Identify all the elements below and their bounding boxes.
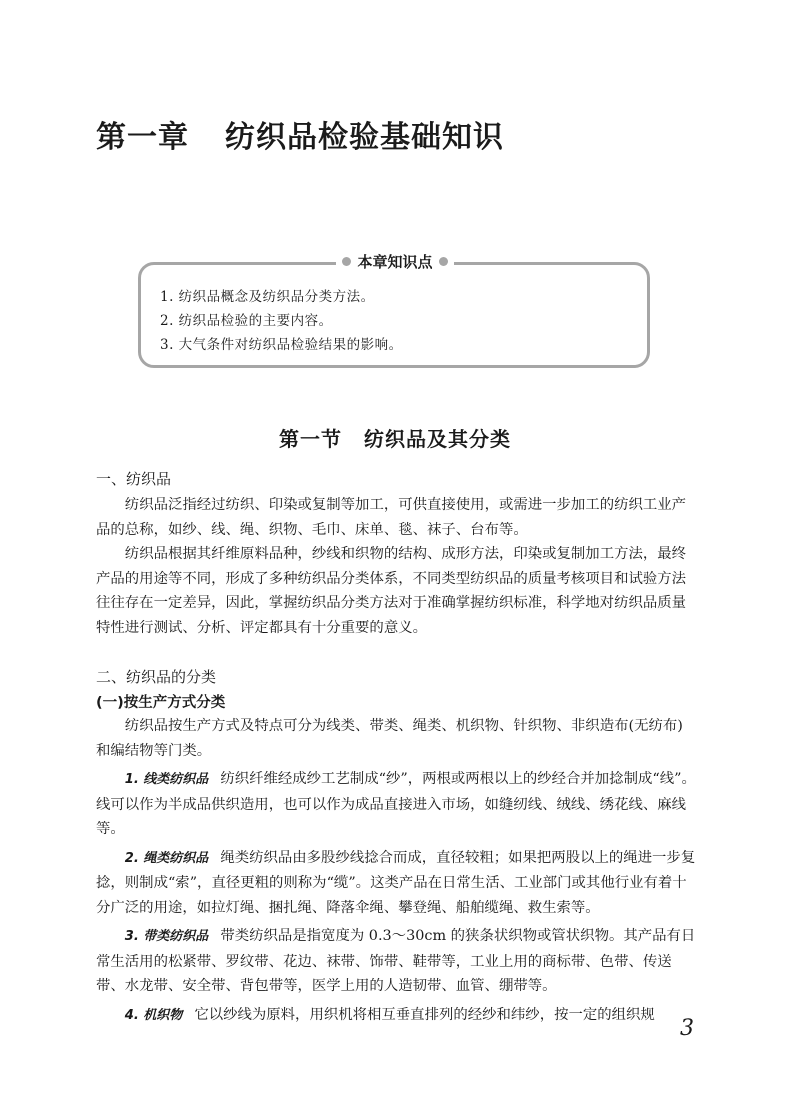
term-text: 绳类纺织品由多股纱线捻合而成，直径较粗；如果把两股以上的绳进一步复捻，则制成“索”，直径更粗的则称为“缆”。这类产品在日常生活、工业部门或其他行业有着十分广泛的用途，如拉灯绳、捆扎绳、降落伞绳、攀登绳、船舶缆绳、救生索等。: [96, 849, 696, 916]
part1-heading: 一、纺织品: [96, 470, 172, 488]
list-item: [96, 1003, 696, 1029]
list-item: [96, 924, 696, 999]
section-name: 纺织品及其分类: [364, 427, 511, 451]
section-title: [0, 423, 790, 452]
term-label: 3. 带类纺织品: [124, 929, 209, 944]
knowledge-point-item: 2. 纺织品检验的主要内容。: [160, 313, 333, 329]
knowledge-points-header: [0, 251, 790, 272]
part1-body: [96, 493, 696, 640]
section-number: 第一节: [279, 427, 342, 451]
paragraph: 纺织品按生产方式及特点可分为线类、带类、绳类、机织物、针织物、非织造布(无纺布)和编结物等门类。: [96, 718, 683, 759]
bullet-dot-icon: [439, 257, 448, 266]
chapter-name: 纺织品检验基础知识: [225, 120, 504, 155]
term-text: 带类纺织品是指宽度为 0.3～30cm 的狭条状织物或管状织物。其产品有日常生活用的松紧带、罗纹带、花边、袜带、饰带、鞋带等，工业上用的商标带、色带、传送带、水龙带、安全带、背包带等，医学上用的人造韧带、血管、绷带等。: [96, 928, 696, 994]
chapter-number: 第一章: [96, 120, 189, 155]
knowledge-point-item: 1. 纺织品概念及纺织品分类方法。: [160, 289, 375, 305]
term-text: 它以纱线为原料，用织机将相互垂直排列的经纱和纬纱，按一定的组织规: [194, 1006, 655, 1023]
part2-body: [96, 714, 696, 1028]
chapter-title: [96, 112, 504, 156]
term-label: 1. 线类纺织品: [124, 772, 209, 787]
knowledge-point-item: 3. 大气条件对纺织品检验结果的影响。: [160, 337, 403, 353]
page-number: 3: [680, 1016, 694, 1041]
knowledge-points-heading: 本章知识点: [357, 253, 433, 271]
term-label: 2. 绳类纺织品: [124, 850, 209, 866]
bullet-dot-icon: [342, 257, 351, 266]
part2-heading: 二、纺织品的分类: [96, 668, 217, 686]
paragraph: 纺织品泛指经过纺织、印染或复制等加工，可供直接使用，或需进一步加工的纺织工业产品的总称，如纱、线、绳、织物、毛巾、床单、毯、袜子、台布等。: [96, 497, 687, 538]
term-label: 4. 机织物: [124, 1007, 183, 1023]
part2-subheading: (一)按生产方式分类: [96, 695, 226, 711]
term-text: 纺织纤维经成纱工艺制成“纱”，两根或两根以上的纱经合并加捻制成“线”。线可以作为半成品供织造用，也可以作为成品直接进入市场，如缝纫线、绒线、绣花线、麻线等。: [96, 771, 696, 837]
paragraph: 纺织品根据其纤维原料品种，纱线和织物的结构、成形方法，印染或复制加工方法，最终产品的用途等不同，形成了多种纺织品分类体系，不同类型纺织品的质量考核项目和试验方法往往存在一定差异，因此，掌握纺织品分类方法对于准确掌握纺织标准，科学地对纺织品质量特性进行测试、分析、评定都具有十分重要的意义。: [96, 546, 687, 636]
list-item: [96, 767, 696, 842]
list-item: [96, 846, 696, 921]
knowledge-points-list: [160, 285, 403, 357]
